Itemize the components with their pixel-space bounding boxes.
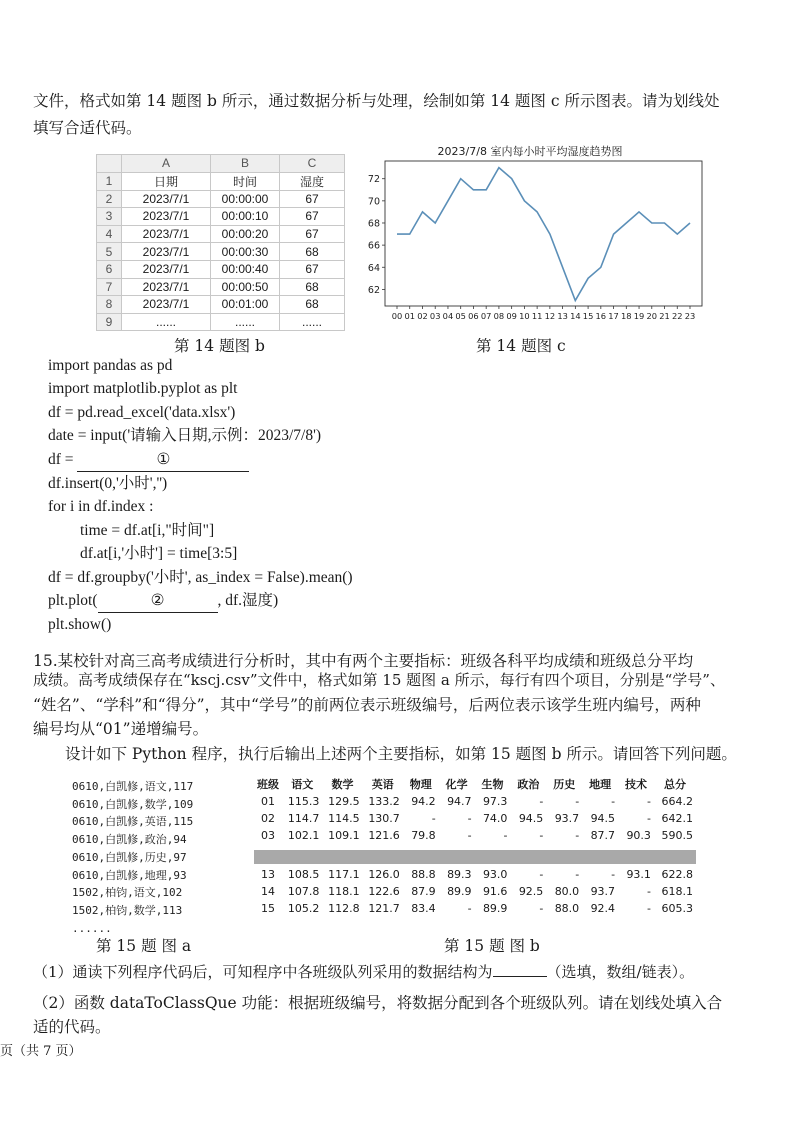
x-tick-label: 21 [659,311,670,321]
answer-blank-1[interactable]: ① [77,448,249,472]
code-text: df = [48,450,78,468]
x-tick-label: 05 [455,311,466,321]
csv-line: 0610,白凯修,历史,97 [72,850,187,864]
excel-cell: ...... [122,313,211,331]
csv-line: 0610,白凯修,地理,93 [72,868,187,882]
code-line: time = df.at[i,"时间"] [80,521,215,539]
page-footer: 页（共 7 页） [0,1044,82,1059]
x-tick-label: 23 [684,311,696,321]
y-tick-label: 64 [367,262,380,274]
grade-cell: 03 [261,829,276,842]
grade-cell: 590.5 [661,829,693,842]
answer-blank-2[interactable]: ② [98,589,218,613]
grade-cell: - [646,902,651,915]
y-tick-label: 66 [367,240,380,252]
excel-row [97,278,345,296]
code-text: plt.plot( [48,592,98,610]
x-tick-label: 01 [404,311,416,321]
code-line: df.at[i,'小时'] = time[3:5] [80,545,238,563]
excel-cell: 2023/7/1 [122,260,211,278]
grade-cell: 02 [261,812,276,825]
csv-line: 0610,白凯修,语文,117 [72,780,194,793]
csv-line: 0610,白凯修,英语,115 [72,815,194,829]
excel-cell: 2023/7/1 [122,296,211,314]
grade-row [254,793,696,810]
question-1 [33,958,798,986]
table-gap-band [254,850,696,864]
grade-cell: 109.1 [328,829,360,842]
excel-row-number: 4 [97,225,122,243]
excel-cell: 67 [280,208,345,226]
excel-cell: 2023/7/1 [122,190,211,208]
x-tick-label: 20 [646,311,658,321]
grade-cell: 108.5 [287,868,320,881]
grade-cell: 118.1 [328,885,360,898]
excel-cell: 00:00:10 [211,208,280,226]
excel-cell: 00:01:00 [211,296,280,314]
x-tick-label: 14 [570,311,581,321]
grade-header-row [254,774,696,793]
excel-row-number: 2 [97,190,122,208]
excel-header-row [97,155,345,173]
code-line: for i in df.index : [48,498,154,516]
grade-cell: - [646,795,651,808]
grade-cell: 90.3 [626,829,651,842]
excel-row [97,313,345,331]
excel-cell: ...... [280,313,345,331]
x-tick-label: 10 [519,311,530,321]
code-line: plt.show() [48,616,112,634]
q15-line-1: 15.某校针对高三高考成绩进行分析时，其中有两个主要指标：班级各科平均成绩和班级总分平均 [33,652,694,670]
excel-row-number: 1 [97,172,122,190]
grade-cell: 114.7 [287,812,320,825]
excel-corner [97,155,122,173]
excel-cell: 2023/7/1 [122,208,211,226]
excel-table [96,154,345,331]
excel-cell: 00:00:30 [211,243,280,261]
grade-cell: - [539,795,544,808]
humidity-series-line [397,168,690,301]
grade-cell: 94.2 [411,795,436,808]
grade-column-header: 历史 [553,777,576,791]
grade-table-figure [254,774,696,922]
x-tick-label: 09 [506,311,517,321]
x-tick-label: 08 [493,311,505,321]
excel-cell: 68 [280,296,345,314]
grade-cell: 126.0 [368,868,400,881]
excel-cell: 00:00:40 [211,260,280,278]
code-line: df = pd.read_excel('data.xlsx') [48,403,236,421]
grade-cell: 121.6 [368,829,400,842]
grade-cell: 622.8 [661,868,693,881]
code-line: import matplotlib.pyplot as plt [48,380,238,398]
csv-line: ...... [72,921,112,935]
excel-row [97,260,345,278]
y-tick-label: 62 [367,284,380,296]
grade-column-header: 班级 [257,777,280,791]
grade-cell: 93.7 [554,812,580,825]
grade-cell: 13 [261,868,276,881]
grade-cell: 97.3 [482,795,508,808]
grade-row [254,866,696,883]
grade-cell: 92.4 [590,902,616,915]
grade-cell: - [575,795,580,808]
grade-cell: 74.0 [482,812,508,825]
x-tick-label: 15 [582,311,594,321]
plot-frame [385,161,702,306]
answer-blank-q1[interactable] [493,958,547,977]
y-tick-label: 68 [367,218,380,230]
grade-cell: - [646,885,651,898]
question-1-text: （1）通读下列程序代码后，可知程序中各班级队列采用的数据结构为 [33,963,493,981]
fig15a-caption: 第 15 题 图 a [96,937,192,955]
grade-cell: 89.9 [482,902,508,915]
grade-cell: - [611,795,616,808]
x-tick-label: 07 [480,311,492,321]
x-tick-label: 22 [671,311,683,321]
grade-column-header: 生物 [481,777,504,791]
excel-cell: 00:00:50 [211,278,280,296]
grade-cell: 83.4 [411,902,436,915]
q15-line-2: 成绩。高考成绩保存在“kscj.csv”文件中，格式如第 15 题图 a 所示，每行有四个项目，分别是“学号”、 [33,671,725,689]
q15-line-5: 设计如下 Python 程序，执行后输出上述两个主要指标，如第 15 题图 b 所示。请回答下列问题。 [65,745,737,763]
grade-cell: 79.8 [411,829,436,842]
excel-row [97,243,345,261]
grade-cell: 89.9 [447,885,472,898]
grade-row [254,883,696,900]
code-block-14 [48,354,548,637]
grade-cell: 129.5 [328,795,360,808]
csv-line: 1502,柏钧,语文,102 [72,886,183,900]
grade-row [254,827,696,844]
grade-cell: 102.1 [287,829,320,842]
grade-cell: - [431,812,436,825]
grade-cell: 91.6 [482,885,508,898]
csv-line: 0610,白凯修,数学,109 [72,797,194,811]
excel-col-header: A [122,155,211,173]
grade-cell: - [646,812,651,825]
grade-cell: 115.3 [287,795,320,808]
grade-row [254,900,696,917]
excel-cell: 00:00:00 [211,190,280,208]
y-tick-label: 70 [367,196,380,208]
excel-cell: 67 [280,190,345,208]
x-tick-label: 17 [608,311,619,321]
grade-cell: 114.5 [328,812,360,825]
code-line: df = df.groupby('小时', as_index = False).mean() [48,568,353,586]
grade-cell: 89.3 [447,868,472,881]
x-tick-label: 12 [544,311,556,321]
grade-cell: - [539,868,544,881]
x-tick-label: 16 [595,311,607,321]
excel-row [97,296,345,314]
code-line: df.insert(0,'小时','') [48,475,168,493]
x-tick-label: 03 [429,311,441,321]
excel-row-number: 3 [97,208,122,226]
grade-column-header: 地理 [589,777,612,791]
excel-cell: 2023/7/1 [122,278,211,296]
grade-cell: - [467,812,472,825]
grade-cell: - [539,829,544,842]
chart-title: 2023/7/8 室内每小时平均湿度趋势图 [437,145,623,158]
excel-cell: 68 [280,278,345,296]
grade-cell: 01 [261,795,276,808]
question-1-suffix: （选填，数组/链表）。 [546,963,695,981]
excel-cell: 日期 [122,172,211,190]
grade-column-header: 语文 [291,777,314,791]
grade-cell: 94.5 [590,812,616,825]
excel-cell: 湿度 [280,172,345,190]
grade-cell: 93.7 [590,885,616,898]
excel-row-number: 7 [97,278,122,296]
excel-cell: 2023/7/1 [122,225,211,243]
grade-column-header: 总分 [663,777,686,791]
csv-sample [72,778,252,937]
grade-column-header: 政治 [517,777,540,791]
grade-column-header: 英语 [371,777,394,791]
code-line: import pandas as pd [48,357,173,374]
grade-cell: - [467,902,472,915]
grade-cell: - [539,902,544,915]
grade-cell: - [575,829,580,842]
grade-cell: 92.5 [518,885,544,898]
csv-line: 0610,白凯修,政治,94 [72,833,187,847]
grade-cell: 618.1 [661,885,693,898]
q15-line-3: “姓名”、“学科”和“得分”，其中“学号”的前两位表示班级编号，后两位表示该学生班内编号，两种 [33,696,701,714]
code-line [48,589,548,613]
excel-row-number: 5 [97,243,122,261]
grade-cell: 88.8 [411,868,436,881]
q15-line-4: 编号均从“01”递增编号。 [33,720,209,738]
code-line: date = input('请输入日期,示例：2023/7/8') [48,427,322,445]
grade-cell: - [575,868,580,881]
excel-cell: 68 [280,243,345,261]
excel-row [97,190,345,208]
fig15b-caption: 第 15 题 图 b [444,937,540,955]
grade-cell: - [503,829,508,842]
grade-column-header: 技术 [625,777,647,791]
code-line [48,448,548,472]
excel-cell: ...... [211,313,280,331]
grade-cell: 93.0 [482,868,508,881]
csv-line: 1502,柏钧,数学,113 [72,903,183,917]
grade-cell: 605.3 [661,902,693,915]
grade-row [254,810,696,827]
grade-cell: 642.1 [661,812,693,825]
grade-cell: 14 [261,885,276,898]
grade-cell: 121.7 [368,902,400,915]
y-tick-label: 72 [367,174,380,186]
x-tick-label: 04 [442,311,454,321]
excel-row-number: 8 [97,296,122,314]
grade-cell: 112.8 [328,902,360,915]
excel-row [97,208,345,226]
grade-cell: - [467,829,472,842]
code-text: , df.湿度) [217,592,279,610]
x-tick-label: 00 [391,311,403,321]
grade-cell: 94.5 [518,812,544,825]
grade-cell: 133.2 [368,795,400,808]
excel-cell: 00:00:20 [211,225,280,243]
excel-row [97,172,345,190]
question-2-line-1: （2）函数 dataToClassQue 功能：根据班级编号，将数据分配到各个班级队列。请在划线处填入合 [33,994,723,1012]
intro-line-1: 文件，格式如第 14 题图 b 所示，通过数据分析与处理，绘制如第 14 题图 c 所示图表。请为划线处 [33,92,720,110]
grade-table-top [254,774,696,844]
grade-cell: 122.6 [368,885,400,898]
x-tick-label: 11 [531,311,543,321]
humidity-line-chart [350,142,710,324]
x-tick-label: 13 [557,311,568,321]
grade-cell: 80.0 [554,885,580,898]
excel-col-header: B [211,155,280,173]
question-2-line-2: 适的代码。 [33,1018,111,1036]
grade-cell: 107.8 [287,885,320,898]
grade-cell: 105.2 [287,902,320,915]
x-tick-label: 06 [468,311,479,321]
fig14c-caption: 第 14 题图 c [476,337,566,355]
grade-cell: 15 [261,902,276,915]
excel-row-number: 9 [97,313,122,331]
excel-cell: 2023/7/1 [122,243,211,261]
grade-column-header: 物理 [409,777,432,791]
grade-cell: - [611,868,616,881]
excel-cell: 67 [280,225,345,243]
grade-cell: 87.7 [590,829,616,842]
fig14b-caption: 第 14 题图 b [174,337,265,355]
grade-column-header: 数学 [331,777,354,791]
grade-cell: 88.0 [554,902,580,915]
excel-row-number: 6 [97,260,122,278]
grade-column-header: 化学 [445,777,468,791]
grade-table-bottom [254,866,696,917]
grade-cell: 93.1 [626,868,651,881]
excel-col-header: C [280,155,345,173]
excel-cell: 时间 [211,172,280,190]
intro-line-2: 填写合适代码。 [33,119,142,137]
excel-row [97,225,345,243]
excel-cell: 67 [280,260,345,278]
grade-cell: 664.2 [661,795,693,808]
x-tick-label: 18 [621,311,632,321]
grade-cell: 130.7 [368,812,400,825]
x-tick-label: 02 [417,311,428,321]
grade-cell: 94.7 [447,795,472,808]
grade-cell: 87.9 [411,885,436,898]
x-tick-label: 19 [633,311,645,321]
grade-cell: 117.1 [328,868,360,881]
